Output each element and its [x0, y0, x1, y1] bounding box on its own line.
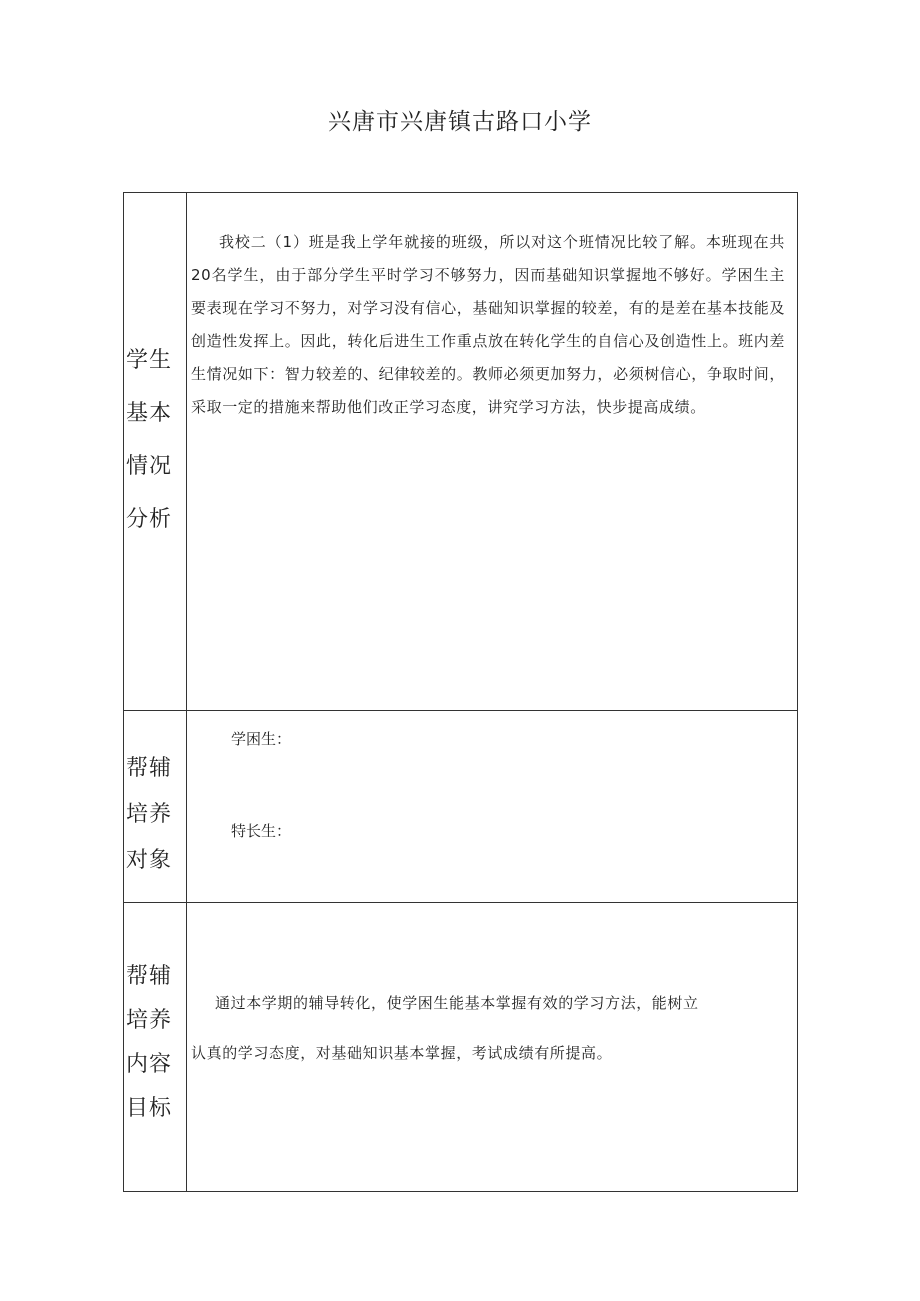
label-line: 培养 — [126, 1008, 173, 1033]
label-line: 培养 — [126, 802, 173, 827]
row-label-support-goals — [124, 903, 187, 1192]
analysis-paragraph: 我校二（1）班是我上学年就接的班级，所以对这个班情况比较了解。本班现在共20名学生，由于部分学生平时学习不够努力，因而基础知识掌握地不够好。学困生主要表现在学习不努力，对学习没有信心，基础知识掌握的较差，有的是差在基本技能及创造性发挥上。因此，转化后进生工作重点放在转化学生的自信心及创造性上。班内差生情况如下：智力较差的、纪律较差的。教师必须更加努力，必须树信心，争取时间，采取一定的措施来帮助他们改正学习态度，讲究学习方法，快步提高成绩。 — [191, 233, 785, 416]
goals-line: 通过本学期的辅导转化，使学困生能基本掌握有效的学习方法，能树立 — [215, 994, 699, 1012]
page-title: 兴唐市兴唐镇古路口小学 — [328, 109, 592, 135]
label-line: 学生 — [126, 348, 173, 373]
row-label-support-targets — [124, 711, 187, 903]
label-line: 内容 — [126, 1052, 173, 1077]
label-line: 帮辅 — [126, 756, 173, 781]
label-line: 对象 — [126, 848, 173, 873]
plan-table — [123, 192, 798, 1192]
gifted-students-field: 特长生： — [231, 822, 292, 840]
label-line: 基本 — [126, 401, 173, 426]
label-line: 目标 — [126, 1096, 173, 1121]
table-row — [124, 903, 798, 1192]
support-targets-content — [187, 711, 798, 903]
goals-line: 认真的学习态度，对基础知识基本掌握，考试成绩有所提高。 — [191, 1044, 613, 1062]
support-goals-content — [187, 903, 798, 1192]
label-line: 分析 — [126, 507, 173, 532]
row-label-student-analysis — [124, 193, 187, 711]
label-line: 帮辅 — [126, 964, 173, 989]
table-row — [124, 711, 798, 903]
student-analysis-content — [187, 193, 798, 711]
label-line: 情况 — [126, 454, 173, 479]
struggling-students-field: 学困生： — [231, 730, 292, 748]
table-row — [124, 193, 798, 711]
